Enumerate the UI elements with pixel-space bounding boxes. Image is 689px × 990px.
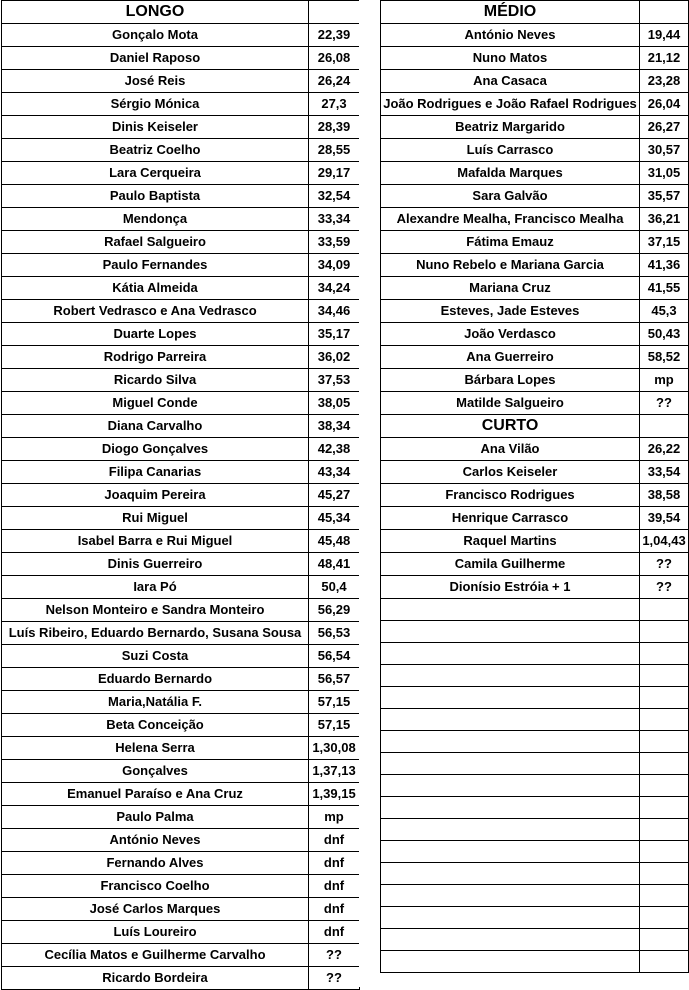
empty-row — [381, 731, 689, 753]
table-row — [381, 346, 689, 369]
empty-cell — [640, 599, 689, 621]
result-time: 1,04,43 — [640, 530, 689, 553]
participant-name: Alexandre Mealha, Francisco Mealha — [381, 208, 640, 231]
table-row — [381, 438, 689, 461]
empty-cell — [381, 775, 640, 797]
result-time: 37,15 — [640, 231, 689, 254]
table-row — [2, 668, 360, 691]
table-row — [2, 875, 360, 898]
table-row — [2, 139, 360, 162]
participant-name: Emanuel Paraíso e Ana Cruz — [2, 783, 309, 806]
result-time: mp — [309, 806, 360, 829]
table-row — [2, 24, 360, 47]
table-row — [2, 829, 360, 852]
table-row — [2, 944, 360, 967]
result-time: 28,55 — [309, 139, 360, 162]
empty-row — [381, 599, 689, 621]
empty-cell — [381, 885, 640, 907]
empty-cell — [381, 665, 640, 687]
participant-name: Beatriz Coelho — [2, 139, 309, 162]
table-row — [381, 93, 689, 116]
table-row — [2, 530, 360, 553]
result-time: 45,34 — [309, 507, 360, 530]
participant-name: Gonçalo Mota — [2, 24, 309, 47]
result-time: 26,27 — [640, 116, 689, 139]
participant-name: Duarte Lopes — [2, 323, 309, 346]
empty-cell — [381, 621, 640, 643]
result-time: 19,44 — [640, 24, 689, 47]
empty-cell — [640, 709, 689, 731]
empty-cell — [381, 819, 640, 841]
participant-name: Paulo Baptista — [2, 185, 309, 208]
result-time: 21,12 — [640, 47, 689, 70]
result-time: 45,3 — [640, 300, 689, 323]
participant-name: Miguel Conde — [2, 392, 309, 415]
participant-name: João Verdasco — [381, 323, 640, 346]
table-row — [2, 737, 360, 760]
empty-cell — [640, 929, 689, 951]
empty-cell — [381, 709, 640, 731]
longo-table — [1, 0, 360, 990]
table-row — [2, 507, 360, 530]
table-row — [2, 645, 360, 668]
result-time: 26,04 — [640, 93, 689, 116]
participant-name: Maria,Natália F. — [2, 691, 309, 714]
table-row — [2, 622, 360, 645]
empty-row — [381, 665, 689, 687]
participant-name: Robert Vedrasco e Ana Vedrasco — [2, 300, 309, 323]
empty-row — [381, 929, 689, 951]
empty-row — [381, 885, 689, 907]
result-time: 50,43 — [640, 323, 689, 346]
empty-row — [381, 643, 689, 665]
medio-header-row — [381, 1, 689, 24]
table-row — [2, 438, 360, 461]
result-time: 27,3 — [309, 93, 360, 116]
result-time: 36,02 — [309, 346, 360, 369]
empty-cell — [381, 643, 640, 665]
table-row — [2, 461, 360, 484]
table-row — [381, 208, 689, 231]
table-row — [2, 553, 360, 576]
participant-name: António Neves — [2, 829, 309, 852]
empty-row — [381, 819, 689, 841]
participant-name: Lara Cerqueira — [2, 162, 309, 185]
empty-row — [381, 709, 689, 731]
table-row — [381, 70, 689, 93]
result-time: ?? — [309, 944, 360, 967]
participant-name: José Carlos Marques — [2, 898, 309, 921]
result-time: 56,29 — [309, 599, 360, 622]
empty-cell — [640, 731, 689, 753]
participant-name: Francisco Rodrigues — [381, 484, 640, 507]
table-row — [381, 484, 689, 507]
participant-name: Joaquim Pereira — [2, 484, 309, 507]
result-time: 42,38 — [309, 438, 360, 461]
participant-name: Mariana Cruz — [381, 277, 640, 300]
table-row — [2, 254, 360, 277]
result-time: 30,57 — [640, 139, 689, 162]
result-time: 33,59 — [309, 231, 360, 254]
result-time: dnf — [309, 921, 360, 944]
table-row — [381, 162, 689, 185]
empty-cell — [381, 863, 640, 885]
participant-name: Paulo Palma — [2, 806, 309, 829]
result-time: 29,17 — [309, 162, 360, 185]
participant-name: Diana Carvalho — [2, 415, 309, 438]
result-time: 57,15 — [309, 691, 360, 714]
participant-name: Camila Guilherme — [381, 553, 640, 576]
participant-name: Mafalda Marques — [381, 162, 640, 185]
table-row — [381, 576, 689, 599]
participant-name: Cecília Matos e Guilherme Carvalho — [2, 944, 309, 967]
participant-name: Fátima Emauz — [381, 231, 640, 254]
table-row — [2, 576, 360, 599]
empty-row — [381, 863, 689, 885]
participant-name: Filipa Canarias — [2, 461, 309, 484]
participant-name: Nuno Rebelo e Mariana Garcia — [381, 254, 640, 277]
result-time: mp — [640, 369, 689, 392]
result-time: 38,05 — [309, 392, 360, 415]
result-time: 41,36 — [640, 254, 689, 277]
table-row — [2, 691, 360, 714]
table-row — [381, 369, 689, 392]
result-time: 1,39,15 — [309, 783, 360, 806]
participant-name: Isabel Barra e Rui Miguel — [2, 530, 309, 553]
participant-name: Francisco Coelho — [2, 875, 309, 898]
empty-cell — [640, 951, 689, 973]
result-time: 45,27 — [309, 484, 360, 507]
empty-cell — [640, 621, 689, 643]
participant-name: Gonçalves — [2, 760, 309, 783]
empty-row — [381, 753, 689, 775]
medio-title: MÉDIO — [381, 1, 640, 24]
result-time: 48,41 — [309, 553, 360, 576]
participant-name: Ricardo Bordeira — [2, 967, 309, 990]
table-row — [381, 553, 689, 576]
table-row — [2, 231, 360, 254]
empty-cell — [640, 797, 689, 819]
participant-name: Iara Pó — [2, 576, 309, 599]
empty-cell — [640, 863, 689, 885]
table-row — [2, 47, 360, 70]
empty-cell — [640, 753, 689, 775]
table-row — [2, 93, 360, 116]
result-time: 41,55 — [640, 277, 689, 300]
empty-cell — [381, 951, 640, 973]
participant-name: Sara Galvão — [381, 185, 640, 208]
participant-name: Beatriz Margarido — [381, 116, 640, 139]
table-row — [2, 806, 360, 829]
empty-cell — [640, 885, 689, 907]
table-row — [381, 392, 689, 415]
table-row — [381, 116, 689, 139]
result-time: 56,57 — [309, 668, 360, 691]
participant-name: Rafael Salgueiro — [2, 231, 309, 254]
table-row — [2, 760, 360, 783]
empty-row — [381, 621, 689, 643]
longo-header-row — [2, 1, 360, 24]
empty-cell — [381, 841, 640, 863]
empty-row — [381, 951, 689, 973]
empty-cell — [640, 665, 689, 687]
participant-name: Nelson Monteiro e Sandra Monteiro — [2, 599, 309, 622]
medio-curto-table — [380, 0, 689, 973]
participant-name: Daniel Raposo — [2, 47, 309, 70]
participant-name: Dinis Guerreiro — [2, 553, 309, 576]
empty-cell — [381, 797, 640, 819]
participant-name: Henrique Carrasco — [381, 507, 640, 530]
result-time: 37,53 — [309, 369, 360, 392]
empty-cell — [381, 687, 640, 709]
table-row — [381, 461, 689, 484]
table-row — [2, 852, 360, 875]
table-row — [381, 323, 689, 346]
result-time: 22,39 — [309, 24, 360, 47]
table-row — [381, 507, 689, 530]
participant-name: Eduardo Bernardo — [2, 668, 309, 691]
result-time: 56,53 — [309, 622, 360, 645]
table-row — [2, 116, 360, 139]
result-time: ?? — [640, 553, 689, 576]
table-row — [381, 185, 689, 208]
result-time: 33,54 — [640, 461, 689, 484]
empty-row — [381, 797, 689, 819]
table-row — [2, 783, 360, 806]
result-time: 31,05 — [640, 162, 689, 185]
empty-cell — [381, 731, 640, 753]
result-time: 34,09 — [309, 254, 360, 277]
table-row — [2, 300, 360, 323]
result-time: dnf — [309, 875, 360, 898]
result-time: 28,39 — [309, 116, 360, 139]
empty-cell — [381, 929, 640, 951]
participant-name: Suzi Costa — [2, 645, 309, 668]
result-time: 43,34 — [309, 461, 360, 484]
participant-name: Ana Casaca — [381, 70, 640, 93]
table-row — [381, 231, 689, 254]
table-row — [2, 277, 360, 300]
table-row — [381, 24, 689, 47]
result-time: 1,30,08 — [309, 737, 360, 760]
result-time: 57,15 — [309, 714, 360, 737]
participant-name: Ana Vilão — [381, 438, 640, 461]
participant-name: Beta Conceição — [2, 714, 309, 737]
empty-row — [381, 687, 689, 709]
table-row — [2, 415, 360, 438]
participant-name: Paulo Fernandes — [2, 254, 309, 277]
participant-name: Raquel Martins — [381, 530, 640, 553]
result-time: 1,37,13 — [309, 760, 360, 783]
result-time: ?? — [640, 576, 689, 599]
table-row — [2, 369, 360, 392]
result-time: dnf — [309, 852, 360, 875]
result-time: 23,28 — [640, 70, 689, 93]
table-row — [2, 162, 360, 185]
empty-cell — [640, 775, 689, 797]
result-time: 26,24 — [309, 70, 360, 93]
result-time: 35,57 — [640, 185, 689, 208]
result-time: 26,08 — [309, 47, 360, 70]
empty-cell — [640, 643, 689, 665]
result-time: 38,58 — [640, 484, 689, 507]
table-row — [381, 254, 689, 277]
participant-name: Matilde Salgueiro — [381, 392, 640, 415]
result-time: ?? — [309, 967, 360, 990]
empty-cell — [640, 819, 689, 841]
participant-name: Nuno Matos — [381, 47, 640, 70]
participant-name: José Reis — [2, 70, 309, 93]
result-time: 32,54 — [309, 185, 360, 208]
empty-cell — [381, 599, 640, 621]
empty-cell — [381, 753, 640, 775]
empty-row — [381, 907, 689, 929]
participant-name: Bárbara Lopes — [381, 369, 640, 392]
table-row — [2, 599, 360, 622]
column-separator — [359, 0, 380, 987]
table-row — [2, 323, 360, 346]
table-row — [2, 208, 360, 231]
participant-name: Luís Ribeiro, Eduardo Bernardo, Susana Sousa — [2, 622, 309, 645]
participant-name: João Rodrigues e João Rafael Rodrigues — [381, 93, 640, 116]
empty-cell — [640, 907, 689, 929]
participant-name: Dionísio Estróia + 1 — [381, 576, 640, 599]
participant-name: Helena Serra — [2, 737, 309, 760]
result-time: 50,4 — [309, 576, 360, 599]
table-row — [2, 921, 360, 944]
participant-name: Dinis Keiseler — [2, 116, 309, 139]
table-row — [381, 139, 689, 162]
result-time: 34,24 — [309, 277, 360, 300]
result-time: 58,52 — [640, 346, 689, 369]
participant-name: Carlos Keiseler — [381, 461, 640, 484]
table-row — [2, 484, 360, 507]
table-row — [381, 530, 689, 553]
empty-cell — [381, 907, 640, 929]
table-row — [381, 277, 689, 300]
empty-cell — [640, 415, 689, 438]
longo-title: LONGO — [2, 1, 309, 24]
participant-name: Mendonça — [2, 208, 309, 231]
result-time: 45,48 — [309, 530, 360, 553]
participant-name: Ricardo Silva — [2, 369, 309, 392]
empty-row — [381, 775, 689, 797]
result-time: 39,54 — [640, 507, 689, 530]
participant-name: António Neves — [381, 24, 640, 47]
participant-name: Kátia Almeida — [2, 277, 309, 300]
result-time: dnf — [309, 829, 360, 852]
participant-name: Luís Carrasco — [381, 139, 640, 162]
participant-name: Rui Miguel — [2, 507, 309, 530]
participant-name: Sérgio Mónica — [2, 93, 309, 116]
table-row — [381, 300, 689, 323]
result-time: ?? — [640, 392, 689, 415]
participant-name: Ana Guerreiro — [381, 346, 640, 369]
result-time: 33,34 — [309, 208, 360, 231]
table-row — [2, 346, 360, 369]
table-row — [2, 392, 360, 415]
table-row — [2, 967, 360, 990]
participant-name: Luís Loureiro — [2, 921, 309, 944]
empty-cell — [640, 841, 689, 863]
result-time: dnf — [309, 898, 360, 921]
empty-cell — [309, 1, 360, 24]
result-time: 56,54 — [309, 645, 360, 668]
result-time: 38,34 — [309, 415, 360, 438]
curto-title: CURTO — [381, 415, 640, 438]
participant-name: Esteves, Jade Esteves — [381, 300, 640, 323]
participant-name: Fernando Alves — [2, 852, 309, 875]
participant-name: Rodrigo Parreira — [2, 346, 309, 369]
result-time: 35,17 — [309, 323, 360, 346]
empty-row — [381, 841, 689, 863]
table-row — [2, 70, 360, 93]
result-time: 26,22 — [640, 438, 689, 461]
empty-cell — [640, 1, 689, 24]
result-time: 36,21 — [640, 208, 689, 231]
table-row — [2, 185, 360, 208]
participant-name: Diogo Gonçalves — [2, 438, 309, 461]
curto-header-row — [381, 415, 689, 438]
table-row — [2, 714, 360, 737]
empty-cell — [640, 687, 689, 709]
table-row — [381, 47, 689, 70]
table-row — [2, 898, 360, 921]
result-time: 34,46 — [309, 300, 360, 323]
